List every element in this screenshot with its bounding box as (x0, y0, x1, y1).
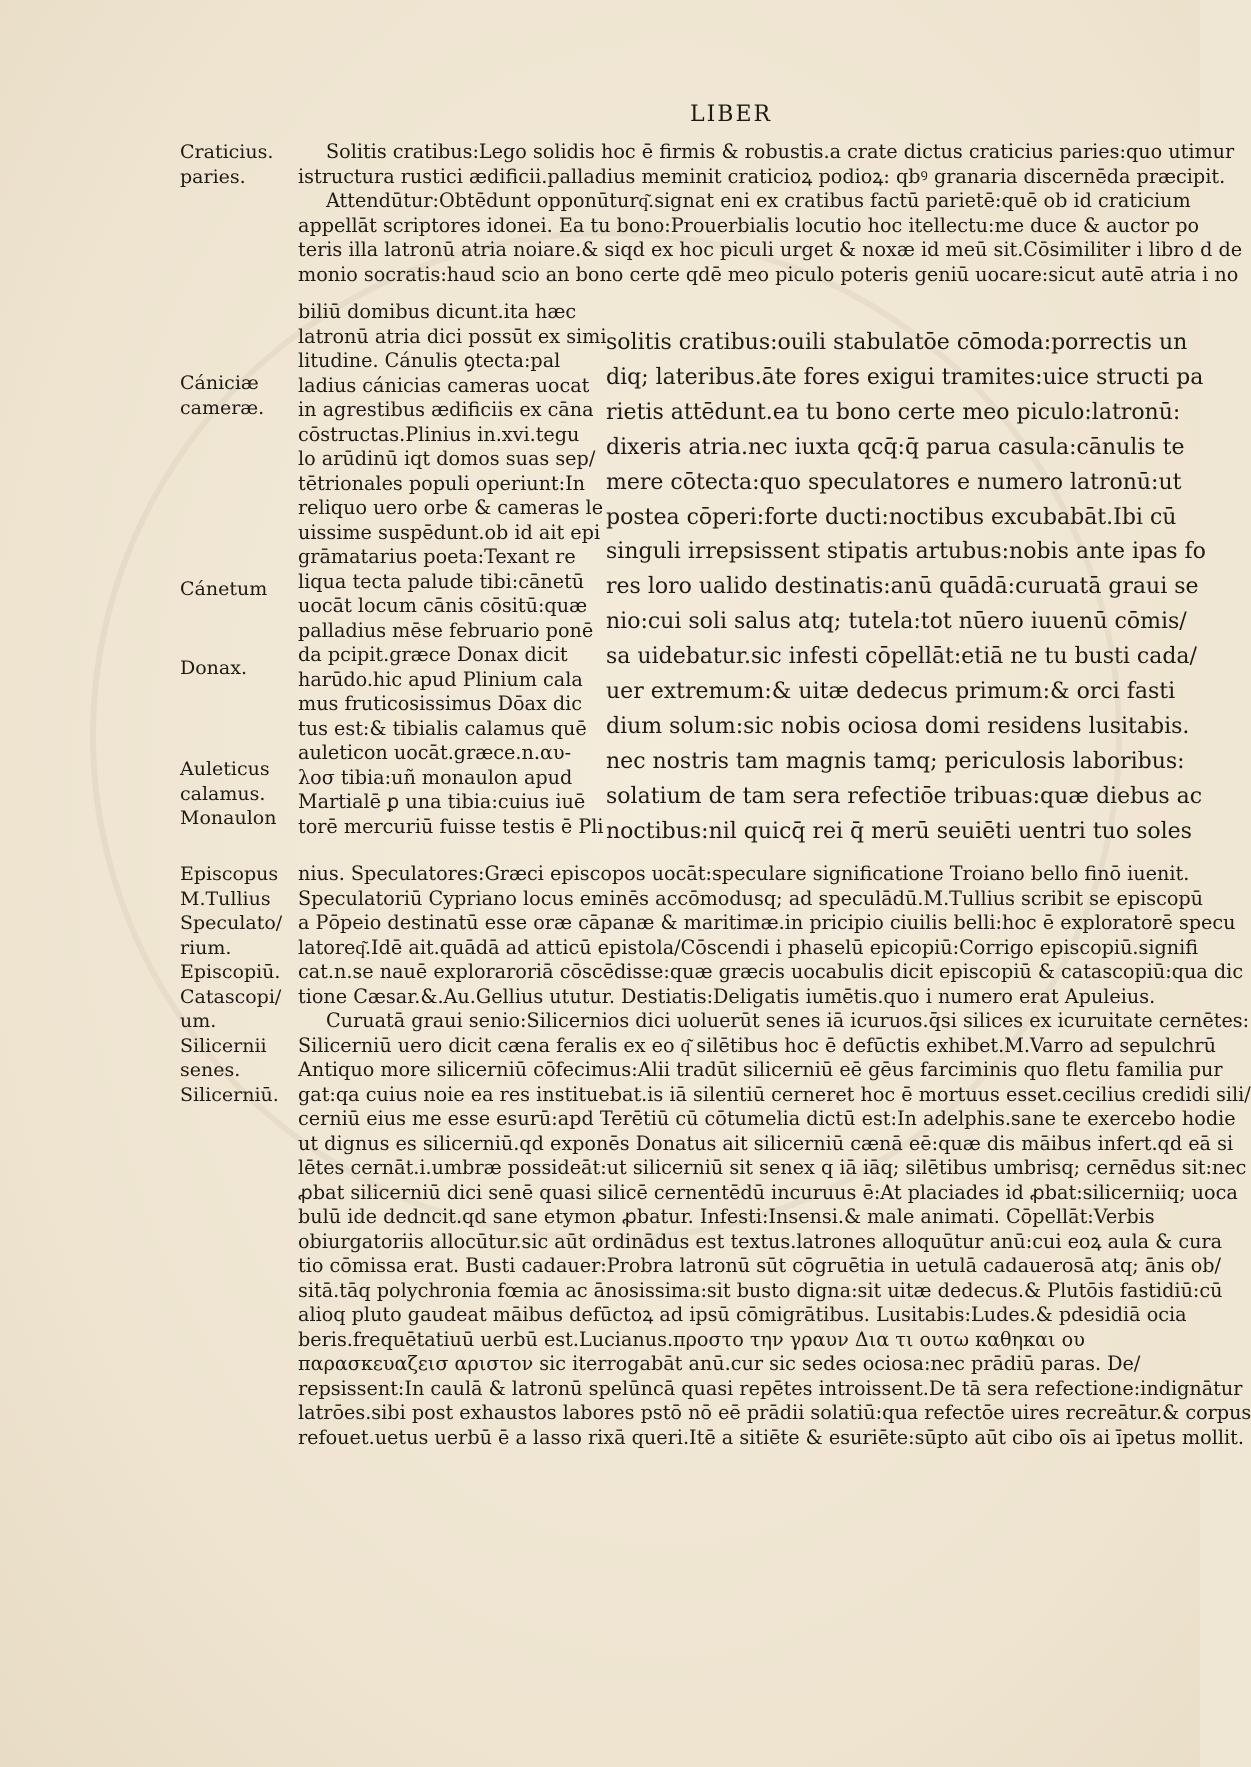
commentary-line: ꝓbat silicerniū dici senē quasi silicē cernentēdū incuruus ē:At placiades id ꝓbat:silicerniiq; uoca (298, 1180, 1238, 1204)
commentary-narrow-column (298, 300, 607, 839)
commentary-line: monio socratis:haud scio an bono certe qdē meo piculo poteris geniū uocare:sicut autē atria i no (298, 262, 1239, 286)
commentary-line: ut dignus es silicerniū.qd exponēs Donatus ait silicerniū cænā eē:quæ dis māibus infert.qd eā si (298, 1131, 1234, 1155)
commentary-line: biliū domibus dicunt.ita hæc (298, 300, 577, 323)
commentary-line: sitā.tāq polychronia fœmia ac ānosissima:sit busto digna:sit uitæ dedecus.& Plutōis fastidiū:cū (298, 1278, 1223, 1302)
main-text-line: solatium de tam sera refectiōe tribuas:quæ diebus ac (606, 783, 1203, 809)
commentary-line: παρασκευαζεισ αριστον sic iterrogabāt anū.cur sic sedes ociosa:nec prādiū paras. De/ (298, 1352, 1141, 1375)
commentary-line: repsissent:In caulā & latronū spelūncā quasi repētes introissent.De tā sera refectione:indignātur (298, 1376, 1243, 1400)
commentary-line: tus est:& tibialis calamus quē (298, 716, 587, 740)
commentary-line: ladius cánicias cameras uocat (298, 373, 590, 397)
commentary-line: uocāt locum cānis cōsitū:quæ (298, 594, 588, 617)
commentary-line: Solitis cratibus:Lego solidis hoc ē firmis & robustis.a crate dictus craticius paries:quo utimur (326, 140, 1235, 163)
commentary-top (298, 140, 1243, 287)
commentary-line: beris.frequētatiuū uerbū est.Lucianus.προστο την γραυν Δια τι ουτω καθηκαι ου (298, 1327, 1085, 1351)
commentary-line: tione Cæsar.&.Au.Gellius ututur. Destiatis:Deligatis iumētis.quo i numero erat Apuleius. (298, 984, 1156, 1008)
commentary-line: lētes cernāt.i.umbræ possideāt:ut silicerniū sit senex q iā iāq; silētibus umbrisq; cernēdus sit:nec (298, 1156, 1247, 1179)
commentary-line: cerniū eius me esse esurū:apd Terētiū cū cōtumelia dictū est:In adelphis.sane te exercebo hodie (298, 1107, 1236, 1130)
main-text-line: singuli irrepsissent stipatis artubus:nobis ante ipas fo (606, 539, 1206, 565)
main-text-line: sa uidebatur.sic infesti cōpellāt:etiā ne tu busti cada/ (606, 644, 1197, 670)
commentary-line: torē mercuriū fuisse testis ē Pli (298, 814, 604, 838)
commentary-line: istructura rustici ædificii.palladius meminit craticioꝝ podioꝝ: qbꝰ granaria discernēda præcipit. (298, 164, 1226, 188)
main-text-line: uer extremum:& uitæ dedecus primum:& orci fasti (606, 679, 1176, 705)
main-text-line: nio:cui soli salus atq; tutela:tot nūero iuuenū cōmis/ (606, 609, 1187, 635)
margin-note-donax: Donax. (180, 657, 247, 679)
commentary-line: harūdo.hic apud Plinium cala (298, 667, 583, 691)
commentary-line: grāmatarius poeta:Texant re (298, 545, 576, 568)
margin-note-auleticus: Auleticus calamus. Monaulon (180, 758, 277, 829)
commentary-line: latronū atria dici possūt ex simi (298, 324, 607, 348)
commentary-line: in agrestibus ædificiis ex cāna (298, 398, 594, 421)
commentary-line: λοσ tibia:uñ monaulon apud (298, 765, 573, 789)
commentary-line: Martialē ꝑ una tibia:cuius iuē (298, 790, 586, 813)
commentary-line: appellāt scriptores idonei. Ea tu bono:Prouerbialis locutio hoc itellectu:me duce & auctor po (298, 213, 1200, 237)
main-text-line: mere cōtecta:quo speculatores e numero latronū:ut (606, 469, 1182, 495)
main-text-line: diq; lateribus.āte fores exigui tramites:uice structi pa (606, 364, 1204, 390)
commentary-line: palladius mēse februario ponē (298, 618, 594, 642)
main-text-line: postea cōperi:forte ducti:noctibus excubabāt.Ibi cū (606, 504, 1177, 530)
commentary-line: Antiquo more silicerniū cōfecimus:Alii tradūt silicerniū eē gēus farciminis quo fletu familia pur (298, 1058, 1223, 1081)
commentary-line: mus fruticosissimus Dōax dic (298, 692, 583, 715)
main-text-line: dixeris atria.nec iuxta qcq̄:q̄ parua casula:cānulis te (606, 434, 1185, 460)
commentary-line: da pcipit.græce Donax dicit (298, 643, 568, 666)
commentary-line: teris illa latronū atria noiare.& siqd ex hoc piculi urget & noxæ id meū sit.Cōsimiliter i libro d de (298, 238, 1243, 261)
commentary-line: bulū ide dedncit.qd sane etymon ꝓbatur. Infesti:Insensi.& male animati. Cōpellāt:Verbis (298, 1205, 1155, 1228)
main-text-line: noctibus:nil quicq̄ rei q̄ merū seuiēti uentri tuo soles (606, 818, 1192, 844)
commentary-line: latrōes.sibi post exhaustos labores pstō nō eē prādii solatiū:qua refectōe uires recreātur.& corpus (298, 1401, 1251, 1424)
commentary-line: liqua tecta palude tibi:cānetū (298, 569, 585, 593)
commentary-line: alioq pluto gaudeat māibus defūctoꝝ ad ipsū cōmigrātibus. Lusitabis:Ludes.& pdesidiā ocia (298, 1303, 1187, 1326)
commentary-line: obiurgatoriis allocūtur.sic aūt ordinādus est textus.latrones alloquūtur anū:cui eoꝝ aula & cura (298, 1229, 1223, 1253)
main-text-line: res loro ualido destinatis:anū quādā:curuatā graui se (606, 574, 1199, 600)
commentary-line: cat.n.se nauē exploraroriā cōscēdisse:quæ græcis uocabulis dicit episcopiū & catascopiū:qua dic (298, 960, 1244, 983)
commentary-line: Speculatoriū Cypriano locus eminēs accōmodusq; ad speculādū.M.Tullius scribit se episcopū (298, 886, 1204, 910)
commentary-line: a Pōpeio destinatū esse oræ cāpanæ & maritimæ.in pricipio ciuilis belli:hoc ē exploratorē specu (298, 911, 1236, 934)
main-text-line: rietis attēdunt.ea tu bono certe meo piculo:latronū: (606, 399, 1181, 425)
margin-note-craticius: Craticius. paries. (180, 141, 274, 188)
commentary-line: gat:qa cuius noie ea res instituebat.is iā silentiū cerneret hoc ē mortuus esset.cecilius credidi sili/ (298, 1082, 1251, 1106)
commentary-line: litudine. Cánulis ꝯtecta:pal (298, 349, 561, 372)
running-head: LIBER (690, 102, 773, 127)
commentary-line: cōstructas.Plinius in.xvi.tegu (298, 422, 580, 446)
commentary-line: refouet.uetus uerbū ē a lasso rixā queri.Itē a sitiēte & esuriēte:sūpto aūt cibo oīs ai īpetus mollit. (298, 1425, 1244, 1449)
commentary-line: auleticon uocāt.græce.n.αυ- (298, 741, 572, 764)
margin-note-caniciae: Cániciæ cameræ. (180, 372, 265, 419)
commentary-line: Curuatā graui senio:Silicernios dici uoluerūt senes iā icuruos.q̄si silices ex icuruitate cernētes: (326, 1009, 1250, 1032)
commentary-line: tētrionales populi operiunt:In (298, 471, 586, 495)
margin-note-canetum: Cánetum (180, 578, 268, 600)
commentary-line: Silicerniū uero dicit cæna feralis ex eo q͂ silētibus hoc ē defūctis exhibet.M.Varro ad sepulchrū (298, 1033, 1216, 1057)
commentary-line: tio cōmissa erat. Busti cadauer:Probra latronū sūt cōgruētia in uetulā cadauerosā atq; ānis ob/ (298, 1254, 1222, 1277)
commentary-line: uissime suspēdunt.ob id ait epi (298, 520, 601, 544)
commentary-line: latoreq͂.Idē ait.quādā ad atticū epistola/Cōscendi i phaselū epicopiū:Corrigo episcopiū.signifi (298, 935, 1199, 959)
commentary-line: lo arūdinū iqt domos suas sep/ (298, 447, 596, 470)
main-text-line: dium solum:sic nobis ociosa domi residens lusitabis. (606, 713, 1190, 739)
main-text-line: nec nostris tam magnis tamq; periculosis laboribus: (606, 748, 1185, 774)
main-text-line: solitis cratibus:ouili stabulatōe cōmoda:porrectis un (606, 330, 1188, 355)
commentary-bottom (298, 862, 1251, 1450)
commentary-line: nius. Speculatores:Græci episcopos uocāt:speculare significatione Troiano bello finō iuenit. (298, 862, 1190, 885)
margin-note-episcopus: Episcopus M.Tullius Speculato/ rium. Episcopiū. Catascopi/ um. Silicernii senes. Silicerniū. (180, 863, 283, 1106)
commentary-line: Attendūtur:Obtēdunt opponūturq͂.signat eni ex cratibus factū parietē:quē ob id craticium (326, 189, 1191, 212)
commentary-line: reliquo uero orbe & cameras le (298, 496, 604, 519)
main-text-column (606, 326, 1206, 850)
